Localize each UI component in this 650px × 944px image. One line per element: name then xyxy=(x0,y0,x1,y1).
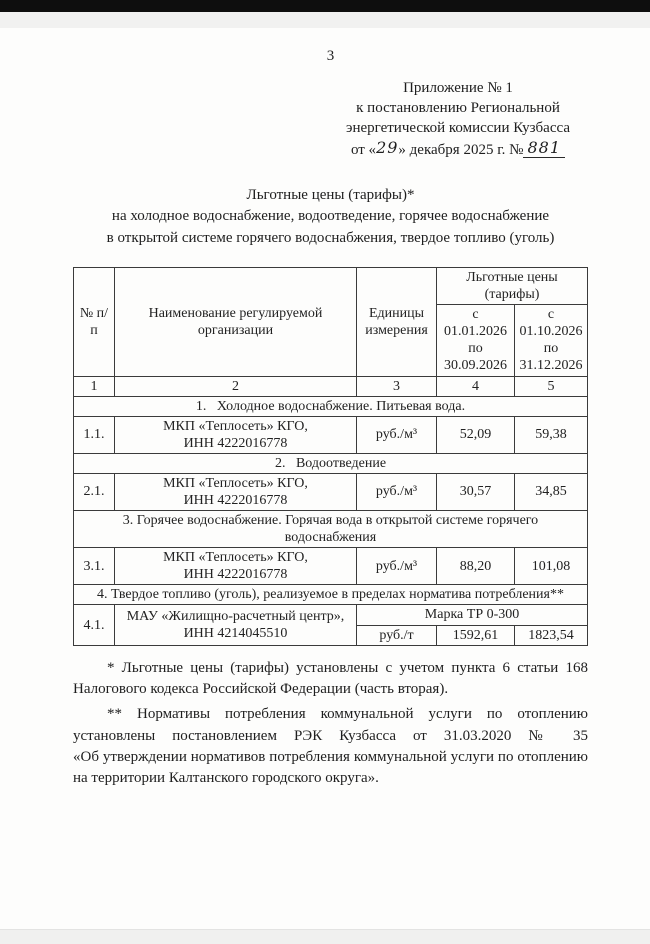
col-header-units xyxy=(357,268,437,376)
row-2-1-units: руб./м³ xyxy=(357,473,437,510)
column-numbers-row xyxy=(74,376,588,396)
row-4-1-units: руб./т xyxy=(357,625,437,645)
table-header-row-1 xyxy=(74,268,588,305)
period1-from: с 01.01.2026 xyxy=(443,307,507,340)
footnotes xyxy=(73,658,588,790)
units-label-line-1: Единицы xyxy=(369,305,425,321)
section-4-title: 4. Твердое топливо (уголь), реализуемое в пределах норматива потребления** xyxy=(74,585,588,605)
bottom-grey-strip xyxy=(0,929,650,944)
section-3-title: 3. Горячее водоснабжение. Горячая вода в открытой системе горячего водоснабжения xyxy=(74,511,588,548)
appendix-line-2: к постановлению Региональной xyxy=(356,99,560,116)
row-1-1-org-name: МКП «Теплосеть» КГО, xyxy=(163,418,308,434)
colnum-1: 1 xyxy=(74,376,115,396)
top-grey-strip xyxy=(0,12,650,28)
section-2-title: 2. Водоотведение xyxy=(74,453,588,473)
row-3-1-num: 3.1. xyxy=(74,548,115,585)
appendix-line-1: Приложение № 1 xyxy=(403,80,513,96)
colnum-5: 5 xyxy=(514,376,587,396)
row-4-1-org xyxy=(114,605,356,645)
title-line-1: Льготные цены (тарифы)* xyxy=(246,187,415,204)
row-1-1-num: 1.1. xyxy=(74,416,115,453)
row-2-1-org-name: МКП «Теплосеть» КГО, xyxy=(163,475,308,491)
units-label-line-2: измерения xyxy=(365,322,428,338)
appendix-line-3: энергетической комиссии Кузбасса xyxy=(346,119,570,136)
row-3-1 xyxy=(74,548,588,585)
section-2-header-row xyxy=(74,453,588,473)
row-1-1-price-2: 59,38 xyxy=(514,416,587,453)
footnote-2-part-2: «Об утверждении нормативов потребления коммунальной услуги по отоплению на территории Калтанского городского округа». xyxy=(73,748,588,787)
row-2-1-org-inn: ИНН 4222016778 xyxy=(183,493,288,509)
section-4-header-row xyxy=(74,585,588,605)
footnote-1-line-2: Налогового кодекса Российской Федерации (часть вторая). xyxy=(73,680,449,697)
col-header-period-1 xyxy=(437,305,515,376)
row-4-1-org-inn: ИНН 4214045510 xyxy=(183,626,288,642)
date-mid: » декабря 2025 г. № xyxy=(398,142,524,159)
page-number: 3 xyxy=(326,48,335,64)
row-4-1-coal-brand: Марка ТР 0-300 xyxy=(357,605,588,625)
row-1-1 xyxy=(74,416,588,453)
colnum-3: 3 xyxy=(357,376,437,396)
col-header-period-2 xyxy=(514,305,587,376)
row-2-1-price-1: 30,57 xyxy=(437,473,515,510)
handwritten-doc-number: 881 xyxy=(523,138,565,158)
row-2-1-price-2: 34,85 xyxy=(514,473,587,510)
col-header-num: № п/п xyxy=(74,268,115,376)
handwritten-day: 29 xyxy=(376,138,399,158)
row-2-1-num: 2.1. xyxy=(74,473,115,510)
document-title xyxy=(73,185,588,249)
tariff-table xyxy=(73,267,588,646)
appendix-header xyxy=(308,79,608,161)
colnum-4: 4 xyxy=(437,376,515,396)
col-header-group: Льготные цены (тарифы) xyxy=(437,268,588,305)
row-2-1-org xyxy=(114,473,356,510)
row-1-1-units: руб./м³ xyxy=(357,416,437,453)
period1-until: 30.09.2026 xyxy=(443,358,507,374)
period2-from: с 01.10.2026 xyxy=(519,307,583,340)
section-1-title: 1. Холодное водоснабжение. Питьевая вода. xyxy=(74,396,588,416)
row-4-1-org-name: МАУ «Жилищно-расчетный центр», xyxy=(126,608,345,624)
footnote-2-part-1: ** Нормативы потребления коммунальной услуги по отоплению установлены постановлением РЭК Кузбасса от 31.03.2020 № 35 xyxy=(73,706,588,744)
section-1-header-row xyxy=(74,396,588,416)
date-prefix: от « xyxy=(350,142,377,159)
row-3-1-units: руб./м³ xyxy=(357,548,437,585)
row-2-1 xyxy=(74,473,588,510)
period1-to-word: по xyxy=(468,341,483,357)
row-1-1-price-1: 52,09 xyxy=(437,416,515,453)
section-3-header-row xyxy=(74,511,588,548)
row-4-1-top xyxy=(74,605,588,625)
footnote-1 xyxy=(73,658,588,701)
row-1-1-org-inn: ИНН 4222016778 xyxy=(183,435,288,451)
row-4-1-price-1: 1592,61 xyxy=(437,625,515,645)
row-3-1-org-name: МКП «Теплосеть» КГО, xyxy=(163,550,308,566)
period2-until: 31.12.2026 xyxy=(519,358,583,374)
col-header-org: Наименование регулируемой организации xyxy=(114,268,356,376)
appendix-date-line xyxy=(308,138,608,161)
title-line-2: на холодное водоснабжение, водоотведение, горячее водоснабжение xyxy=(111,208,550,225)
document-page xyxy=(0,48,650,789)
row-3-1-org xyxy=(114,548,356,585)
row-1-1-org xyxy=(114,416,356,453)
row-4-1-price-2: 1823,54 xyxy=(514,625,587,645)
row-3-1-price-2: 101,08 xyxy=(514,548,587,585)
colnum-2: 2 xyxy=(114,376,356,396)
period2-to-word: по xyxy=(543,341,559,357)
row-3-1-org-inn: ИНН 4222016778 xyxy=(183,567,288,583)
top-black-bar xyxy=(0,0,650,12)
row-3-1-price-1: 88,20 xyxy=(437,548,515,585)
footnote-2 xyxy=(73,704,588,789)
title-line-3: в открытой системе горячего водоснабжения, твердое топливо (уголь) xyxy=(106,229,555,246)
row-4-1-num: 4.1. xyxy=(74,605,115,645)
footnote-1-line-1: * Льготные цены (тарифы) установлены с учетом пункта 6 статьи 168 xyxy=(107,659,588,676)
